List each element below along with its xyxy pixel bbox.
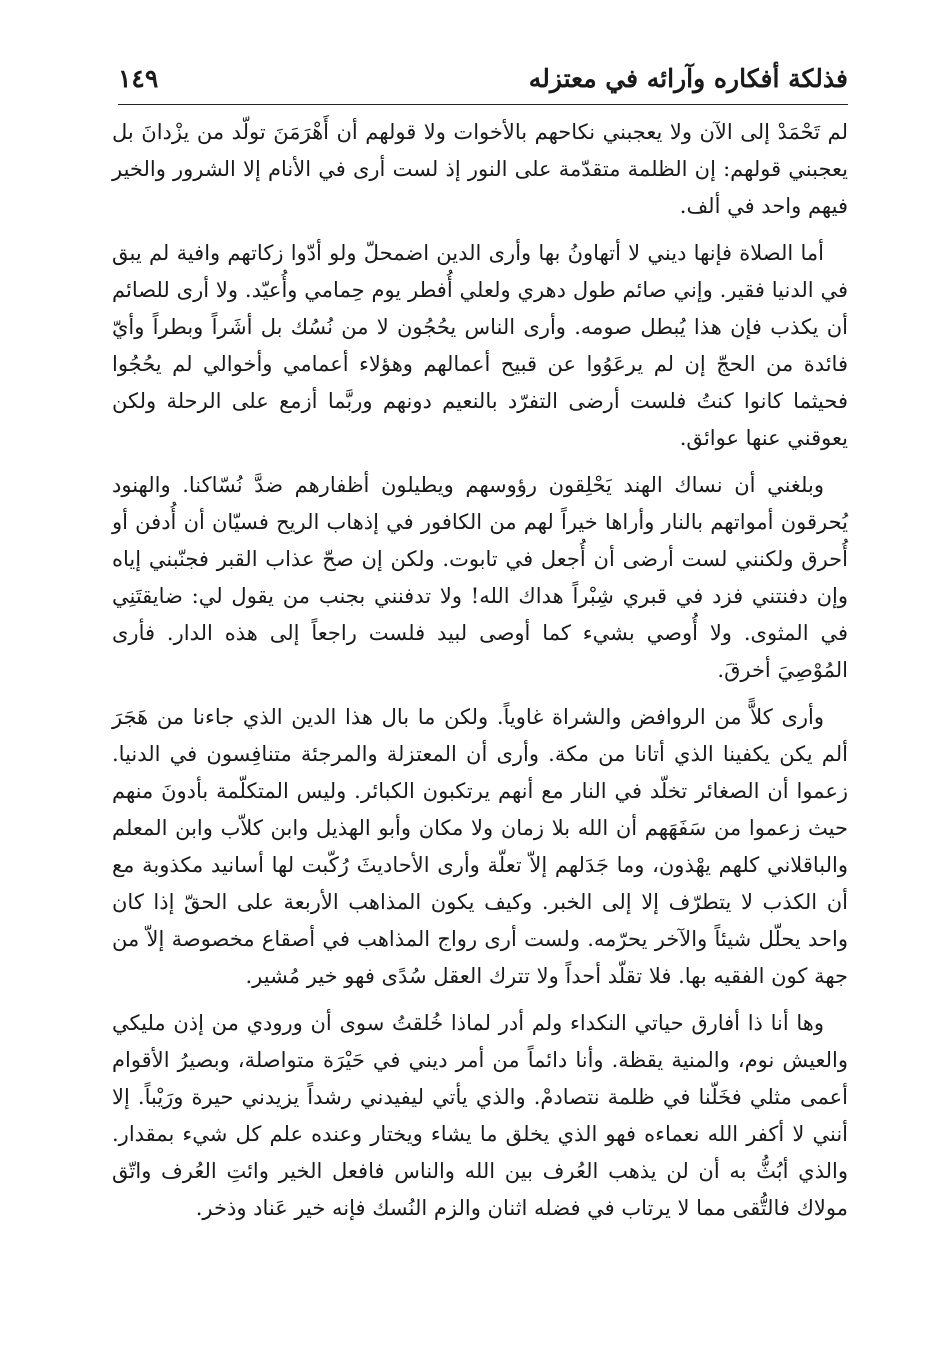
paragraph-5: وها أنا ذا أفارق حياتي النكداء ولم أدر لماذا خُلقتُ سوى أن ورودي من إذن مليكي والعيش نوم، والمنية يقظة. وأنا دائماً من أمر ديني في حَيْرَة متواصلة، وبصيرُ الأقوام أعمى مثلي فخَلّنا في ظلمة نتصادمْ. والذي يأتي ليفيدني رشداً يزيدني حيرة ورَيْباً. إلا أنني لا أكفر الله نعماءه فهو الذي يخلق ما يشاء ويختار وعنده علم كل شيء بمقدار. والذي أبُثُّ به أن لن يذهب العُرف بين الله والناس فافعل الخير وائتِ العُرف واتّق مولاك فالتُّقى مما لا يرتاب في فضله اثنان والزم النُسك فإنه خير عَناد وذخر. [112,1011,848,1220]
running-title: فذلكة أفكاره وآرائه في معتزله [528,64,848,93]
page-number: ١٤٩ [118,64,159,93]
page-header [118,62,848,104]
paragraph-4: وأرى كلاًّ من الروافض والشراة غاوياً. ولكن ما بال هذا الدين الذي جاءنا من هَجَرَ ألم يكن يكفينا الذي أتانا من مكة. وأرى أن المعتزلة والمرجئة متنافِسون في الدنيا. زعموا أن الصغائر تخلّد في النار مع أنهم يرتكبون الكبائر. وليس المتكلّمة بأدونَ منهم حيث زعموا من سَفَهَهم أن الله بلا زمان ولا مكان وأبو الهذيل وابن كلاّب وابن المعلم والباقلاني كلهم يهْذون، وما جَدَلهم إلاّ تعلّة وأرى الأحاديثَ رُكّبت لها أسانيد مكذوبة مع أن الكذب لا يتطرّف إلا إلى الخبر. وكيف يكون المذاهب الأربعة على الحقّ إذا كان واحد يحلّل شيئاً والآخر يحرّمه. ولست أرى رواج المذاهب في أصقاع مخصوصة إلاّ من جهة كون الفقيه بها. فلا تقلّد أحداً ولا تترك العقل سُدًى فهو خير مُشير. [112,705,848,988]
paragraph-3: وبلغني أن نساك الهند يَحْلِقون رؤوسهم ويطيلون أظفارهم ضدَّ نُسّاكنا. والهنود يُحرقون أمواتهم بالنار وأراها خيراً لهم من الكافور في إذهاب الريح فسيّان أن أُدفن أو أُحرق ولكنني لست أرضى أن أُجعل في تابوت. ولكن إن صحّ عذاب القبر فجنّبني إياه وإن دفنتني فزد في قبري شِبْراً هداك الله! ولا تدفنني بجنب من يقول لي: ضايقتَنِي في المثوى. ولا أُوصي بشيء كما أوصى لبيد فلست راجعاً إلى هذه الدار. فأرى المُوْصِيَ أخرقَ. [112,473,848,682]
paragraph-1: لم تَحْمَدْ إلى الآن ولا يعجبني نكاحهم بالأخوات ولا قولهم أن أَهْرَمَنَ تولّد من يزْدانَ بل يعجبني قولهم: إن الظلمة متقدّمة على النور إذ لست أرى في الأنام إلا الشرور والخير فيهم واحد في ألف. [112,120,848,218]
paragraph-2: أما الصلاة فإنها ديني لا أتهاونُ بها وأرى الدين اضمحلّ ولو أدّوا زكاتهم وافية لم يبق في الدنيا فقير. وإني صائم طول دهري ولعلي أُفطر يوم حِمامي وأُعيّد. ولا أرى للصائم أن يكذب فإن هذا يُبطل صومه. وأرى الناس يحُجُون لا من نُسُك بل أشَراً وبطراً وأيّ فائدة من الحجّ إن لم يرعَوُوا عن قبيح أعمالهم وهؤلاء أعمامي وأخوالي لم يحُجُوا فحيثما كانوا كنتُ فلست أرضى التفرّد بالنعيم دونهم وربَّما أزمع على الرحلة ولكن يعوقني عنها عوائق. [112,241,848,450]
body-text [112,114,848,1237]
header-divider [118,104,848,105]
